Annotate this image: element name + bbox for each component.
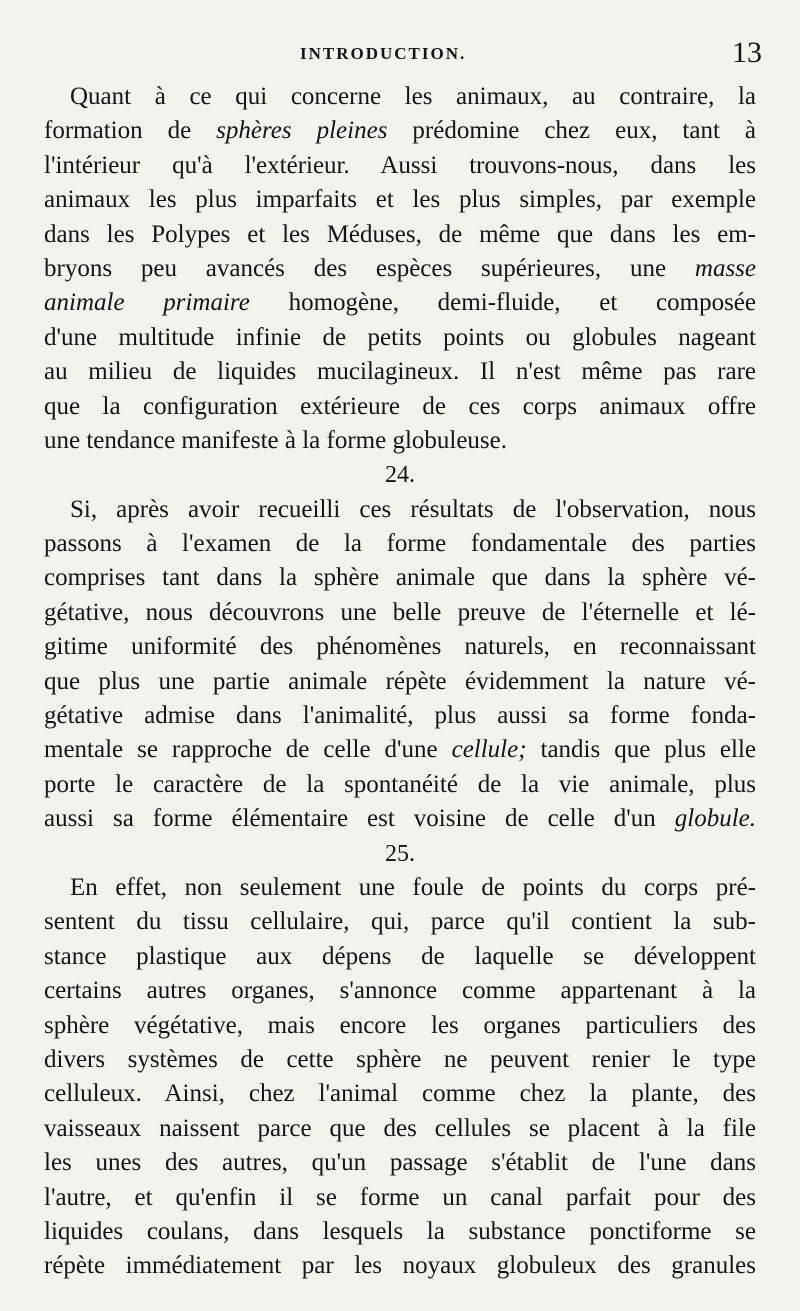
text-line: passons à l'examen de la forme fondamentale des parties (44, 530, 756, 558)
text-line: En effet, non seulement une foule de points du corps pré- (70, 873, 756, 901)
text-span: bryons peu avancés des espèces supérieures, une (44, 254, 695, 282)
text-line (44, 802, 756, 836)
text-line: d'une multitude infinie de petits points ou globules nageant (44, 323, 756, 351)
text-span: tandis que plus elle (526, 736, 756, 764)
text-span: prédomine chez eux, tant à (387, 117, 756, 145)
body-text (44, 80, 756, 1284)
text-line: liquides coulans, dans lesquels la substance ponctiforme se (44, 1217, 756, 1245)
text-line: dans les Polypes et les Méduses, de même que dans les em- (44, 220, 756, 248)
text-line: Quant à ce qui concerne les animaux, au contraire, la (70, 83, 756, 110)
text-line (44, 252, 756, 286)
text-span: aussi sa forme élémentaire est voisine de celle d'un (44, 805, 675, 833)
italic-term: animale primaire (44, 289, 250, 317)
running-head-title: INTRODUCTION. (300, 44, 467, 63)
text-span: homogène, demi-fluide, et composée (249, 289, 756, 317)
section-number: 25. (385, 840, 415, 867)
text-line: les unes des autres, qu'un passage s'établit de l'une dans (44, 1149, 756, 1177)
text-line: Si, après avoir recueilli ces résultats de l'observation, nous (70, 495, 756, 523)
text-line: l'autre, et qu'enfin il se forme un canal parfait pour des (44, 1183, 756, 1211)
text-line: animaux les plus imparfaits et les plus simples, par exemple (44, 186, 756, 214)
text-line: sentent du tissu cellulaire, qui, parce qu'il contient la sub- (44, 908, 756, 936)
page-number: 13 (732, 36, 762, 69)
italic-term: globule. (674, 805, 756, 833)
italic-term: sphères pleines (216, 117, 388, 145)
text-line (44, 114, 756, 148)
text-line: répète immédiatement par les noyaux globuleux des granules (44, 1252, 756, 1280)
text-line: gétative admise dans l'animalité, plus aussi sa forme fonda- (44, 702, 756, 730)
text-line: divers systèmes de cette sphère ne peuvent renier le type (44, 1045, 756, 1073)
text-line (44, 286, 756, 320)
text-line: que plus une partie animale répète évidemment la nature vé- (44, 667, 756, 695)
text-span: formation de (44, 117, 217, 145)
text-line: au milieu de liquides mucilagineux. Il n'est même pas rare (44, 358, 756, 386)
text-line: sphère végétative, mais encore les organes particuliers des (44, 1011, 756, 1039)
italic-term: cellule; (451, 736, 527, 764)
text-line: certains autres organes, s'annonce comme appartenant à la (44, 977, 756, 1005)
text-line: celluleux. Ainsi, chez l'animal comme chez la plante, des (44, 1080, 756, 1108)
text-line: comprises tant dans la sphère animale que dans la sphère vé- (44, 564, 756, 592)
italic-term: masse (694, 254, 756, 282)
running-head (0, 36, 800, 80)
text-line: porte le caractère de la spontanéité de la vie animale, plus (44, 770, 756, 798)
text-line: gétative, nous découvrons une belle preuve de l'éternelle et lé- (44, 598, 756, 626)
text-span: mentale se rapproche de celle d'une (44, 736, 452, 764)
text-line: l'intérieur qu'à l'extérieur. Aussi trouvons-nous, dans les (44, 151, 756, 179)
text-line: que la configuration extérieure de ces corps animaux offre (44, 392, 756, 420)
text-line: stance plastique aux dépens de laquelle se développent (44, 942, 756, 970)
text-line (44, 733, 756, 767)
section-number: 24. (385, 462, 415, 489)
text-line: vaisseaux naissent parce que des cellules se placent à la file (44, 1114, 756, 1142)
text-line: une tendance manifeste à la forme globuleuse. (44, 426, 508, 454)
text-line: gitime uniformité des phénomènes naturels, en reconnaissant (44, 633, 756, 661)
